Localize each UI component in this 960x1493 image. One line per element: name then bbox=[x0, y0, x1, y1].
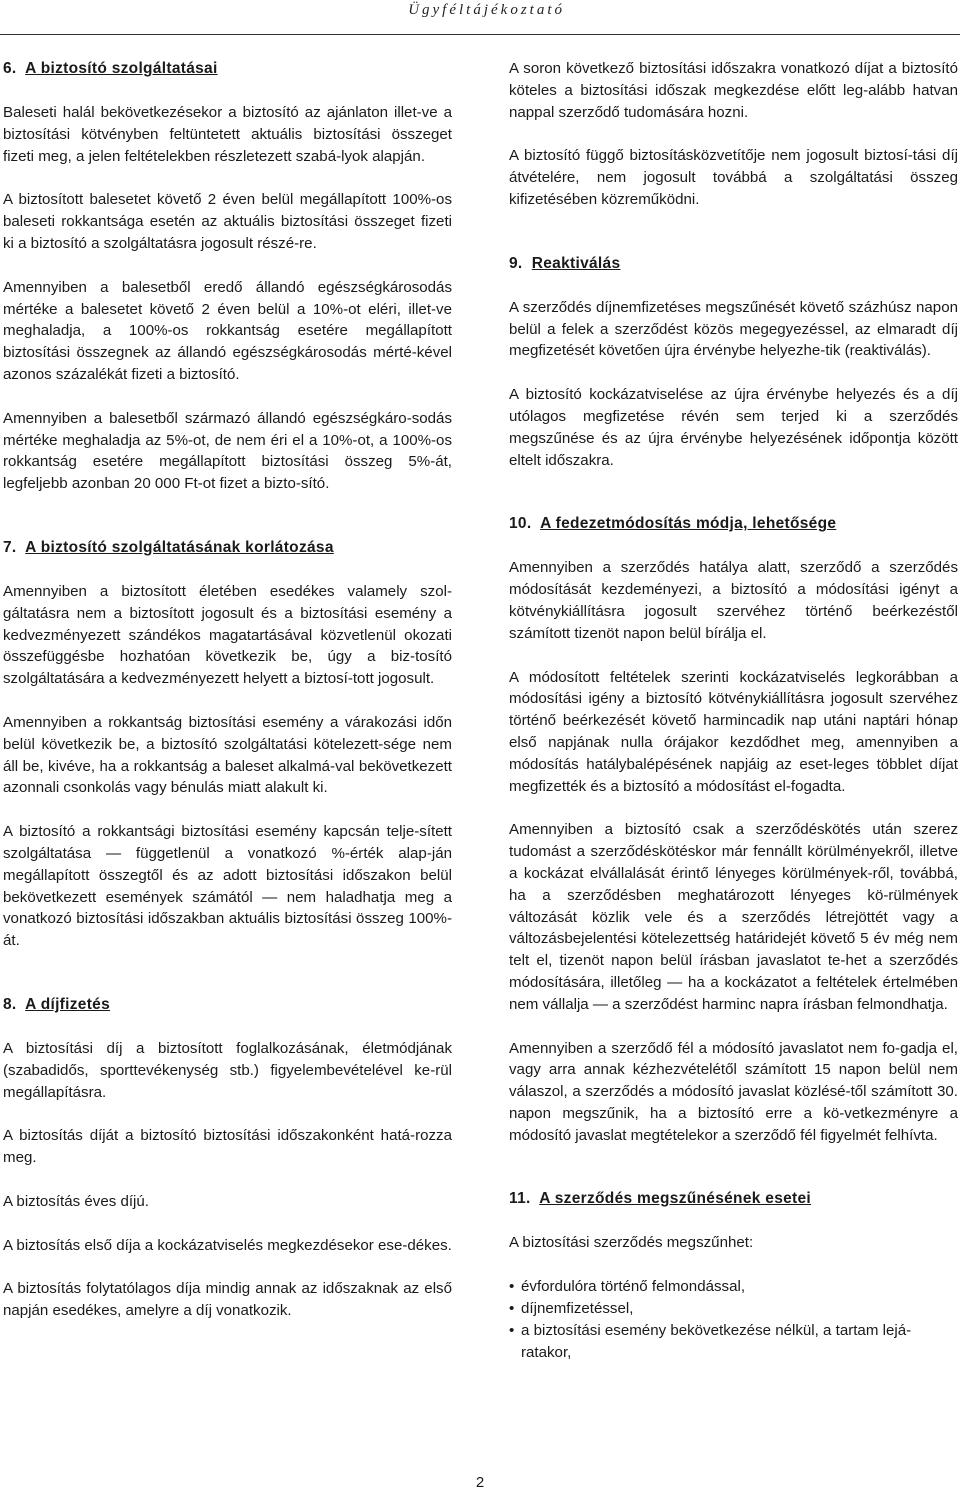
paragraph: A biztosító függő biztosításközvetítője nem jogosult biztosí-tási díj átvételére, nem jogosult továbbá a szolgáltatási összeg kifizetésében közreműködni. bbox=[509, 147, 958, 208]
paragraph: A biztosító kockázatviselése az újra érvénybe helyezés és a díj utólagos megfizetése révén sem terjed ki a szerződés megszűnése és az újra érvénybe helyezésének időpontja között eltelt időszakra. bbox=[509, 386, 958, 469]
section-number: 10. bbox=[509, 515, 532, 533]
paragraph: A szerződés díjnemfizetéses megszűnését követő százhúsz napon belül a felek a szerződést közös megegyezéssel, az elmaradt díj megfizetését követően újra érvénybe helyezhe-tik (reaktiválás). bbox=[509, 298, 958, 360]
paragraph: A biztosító a rokkantsági biztosítási esemény kapcsán telje-sített szolgáltatása — függetlenül a vonatkozó %-érték alap-ján megállapított összegtől és az adott biztosítási időszakon belül bekövetkezett események számától — nem haladhatja meg a vonatkozó biztosítási időszakban aktuális biztosítási összeg 100%-át. bbox=[3, 823, 452, 950]
section-9-heading bbox=[509, 253, 958, 275]
paragraph: Baleseti halál bekövetkezésekor a biztosító az ajánlaton illet-ve a biztosítási kötvényben feltüntetett aktuális biztosítási összeget fizeti meg, a jelen feltételekben részletezett szabá-lyok alapján. bbox=[3, 104, 452, 165]
section-7-heading bbox=[3, 537, 452, 559]
list-item: • évfordulóra történő felmondással, bbox=[509, 1276, 958, 1298]
paragraph: Amennyiben a szerződő fél a módosító javaslatot nem fo-gadja el, vagy arra annak kézhezvételétől számított 15 napon belül nem válaszol, a szerződés a módosító javaslat közlésé-től számított 30. napon megszűnik, ha a biztosító erre a kö-vetkezményre a módosító javaslat megtételekor a szerződő fél figyelmét felhívta. bbox=[509, 1039, 958, 1144]
section-title: A biztosító szolgáltatásának korlátozása bbox=[25, 538, 334, 556]
paragraph: Amennyiben a szerződés hatálya alatt, szerződő a szerződés módosítását kezdeményezi, a biztosító a módosítási igényt a kötvénykiállításra jogosult szervéhez történő beérkezéstől számított tizenöt napon belül bírálja el. bbox=[509, 559, 958, 642]
section-title: A szerződés megszűnésének esetei bbox=[539, 1190, 812, 1208]
section-6-heading bbox=[3, 58, 452, 80]
paragraph: A soron következő biztosítási időszakra vonatkozó díjat a biztosító köteles a biztosítási időszak megkezdése előtt leg-alább hatvan nappal szerződő tudomására hozni. bbox=[509, 60, 958, 121]
paragraph: A biztosítási díj a biztosított foglalkozásának, életmódjának (szabadidős, sporttevékenység stb.) figyelembevételével ke-rül megállapításra. bbox=[3, 1039, 452, 1101]
paragraph: A biztosítás folytatólagos díja mindig annak az időszaknak az első napján esedékes, amelyre a díj vonatkozik. bbox=[3, 1280, 452, 1320]
paragraph: A biztosítás díját a biztosító biztosítási időszakonként hatá-rozza meg. bbox=[3, 1127, 452, 1167]
page-number: 2 bbox=[475, 1474, 485, 1491]
section-number: 8. bbox=[3, 995, 17, 1013]
paragraph: Amennyiben a balesetből eredő állandó egészségkárosodás mértéke a balesetet követő 2 éven belül a 10%-ot eléri, illet-ve meghaladja, a 100%-os rokkantság esetére megállapított biztosítási összegnek az állandó egészségkárosodás mérté-kével azonos százalékát fizeti a biztosító. bbox=[3, 278, 452, 383]
paragraph: Amennyiben a biztosított életében esedékes valamely szol-gáltatásra nem a biztosított jogosult és a biztosítási esemény a kedvezményezett szándékos magatartásával közvetlenül okozati összefüggésbe hozhatóan következik be, úgy a biz-tosító szolgáltatására a kedvezményezett helyett a biztosí-tott jogosult. bbox=[3, 582, 452, 688]
section-10-heading bbox=[509, 513, 958, 535]
right-column bbox=[509, 58, 958, 1363]
section-11-heading bbox=[509, 1188, 958, 1210]
document-header: Ügyféltájékoztató bbox=[408, 2, 565, 18]
paragraph: Amennyiben a biztosító csak a szerződéskötés után szerez tudomást a szerződéskötéskor már fennállt körülményekről, illetve a kockázat elvállalását érintő lényeges körülmények-ről, továbbá, ha a szerződésben meghatározott lényeges kö-rülmények változását közlik vele és a szerződés létrejöttét vagy a változásbejelentési kötelezettség határidejét követő 5 év még nem telt el, tizenöt napon belül írásban javaslatot te-het a szerződés módosítására, illetőleg — ha a kockázatot a feltételek értelmében nem vállalja — a szerződést harminc napra írásban felmondhatja. bbox=[509, 821, 958, 1013]
section-number: 6. bbox=[3, 60, 17, 77]
section-number: 9. bbox=[509, 254, 523, 272]
paragraph: Amennyiben a rokkantság biztosítási esemény a várakozási időn belül következik be, a biztosító szolgáltatási kötelezett-sége nem áll be, kivéve, ha a rokkantság a baleset alkalmá-val bekövetkezett azonnali csonkolás vagy bénulás miatt alakult ki. bbox=[3, 713, 452, 797]
paragraph: A biztosítás éves díjú. bbox=[3, 1192, 149, 1210]
section-number: 11. bbox=[509, 1190, 531, 1208]
section-number: 7. bbox=[3, 538, 17, 556]
section-title: Reaktiválás bbox=[531, 254, 621, 272]
section-title: A fedezetmódosítás módja, lehetősége bbox=[540, 515, 837, 533]
section-title: A díjfizetés bbox=[25, 995, 111, 1013]
paragraph: A biztosított balesetet követő 2 éven belül megállapított 100%-os baleseti rokkantsága esetén az aktuális biztosítási összeget fizeti ki a biztosító a szolgáltatásra jogosult részé-re. bbox=[3, 191, 452, 252]
paragraph: A módosított feltételek szerinti kockázatviselés legkorábban a módosítási igény a biztosító kötvénykiállításra jogosult szervéhez történő beérkezését követő harmincadik nap utáni naptári hónap első napjának nulla órájakor kezdődhet meg, amennyiben a módosítás hatálybalépésének napjáig az eset-leges többlet díjat megfizették és a biztosító a módosítást el-fogadta. bbox=[509, 668, 958, 795]
paragraph: Amennyiben a balesetből származó állandó egészségkáro-sodás mértéke meghaladja az 5%-ot, de nem éri el a 10%-ot, a 100%-os rokkantság esetére megállapított biztosítási összeg 5%-át, legfeljebb azonban 20 000 Ft-ot fizet a bizto-sító. bbox=[3, 409, 452, 493]
termination-list bbox=[509, 1276, 958, 1363]
section-title: A biztosító szolgáltatásai bbox=[25, 60, 218, 77]
paragraph: A biztosítási szerződés megszűnhet: bbox=[509, 1234, 754, 1252]
left-column bbox=[3, 58, 452, 1344]
paragraph: A biztosítás első díja a kockázatviselés megkezdésekor ese-dékes. bbox=[3, 1236, 452, 1254]
list-item: • a biztosítási esemény bekövetkezése nélkül, a tartam lejá-ratakor, bbox=[509, 1320, 958, 1364]
header-rule bbox=[0, 34, 960, 35]
list-item: • díjnemfizetéssel, bbox=[509, 1298, 958, 1320]
section-8-heading bbox=[3, 994, 452, 1016]
